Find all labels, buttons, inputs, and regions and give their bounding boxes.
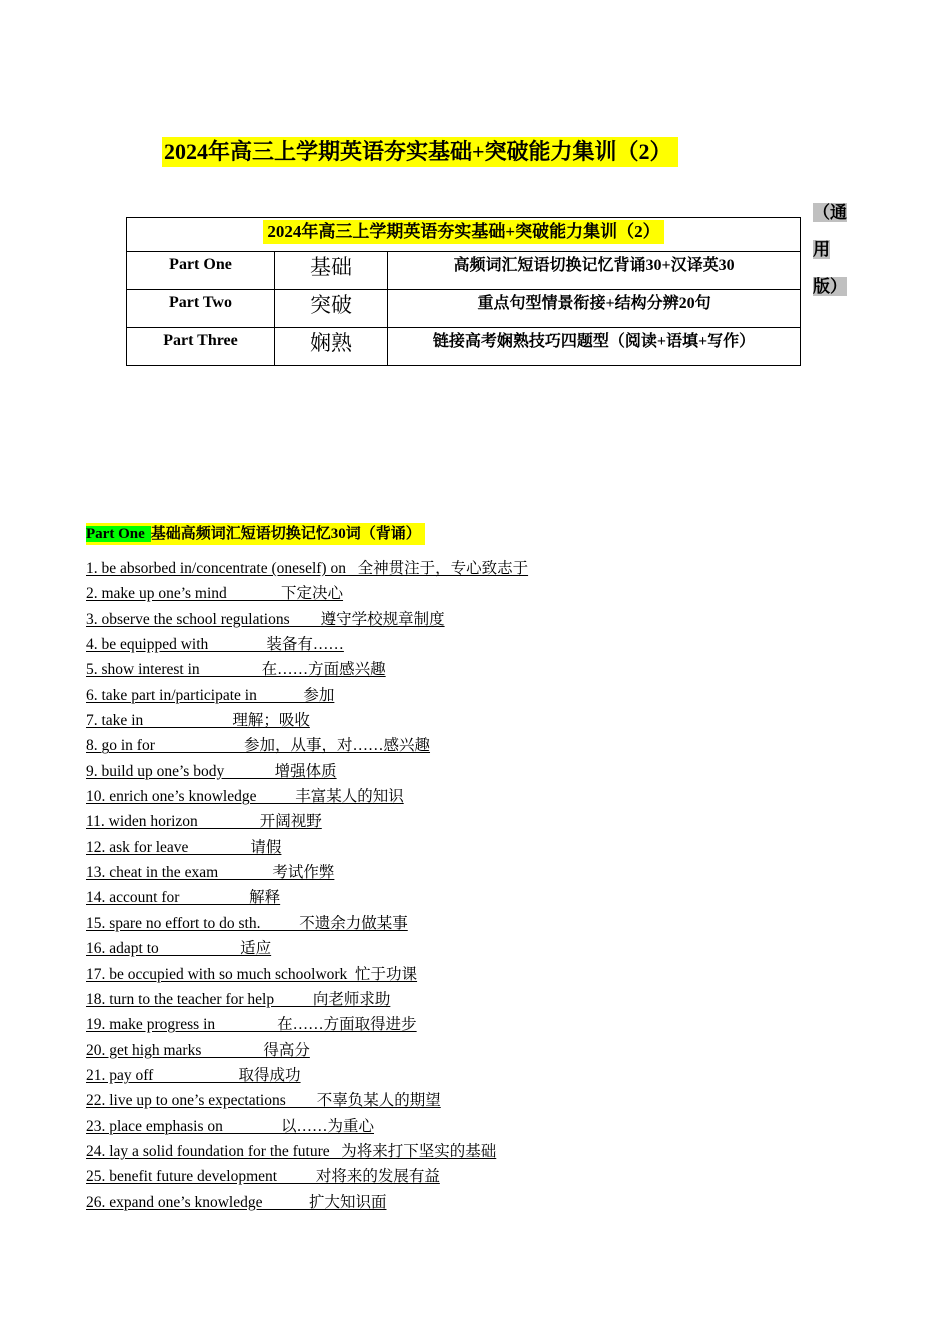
list-item <box>86 684 528 709</box>
vocab-entry: 18. turn to the teacher for help 向老师求助 <box>86 990 391 1008</box>
vocab-entry: 21. pay off 取得成功 <box>86 1066 301 1084</box>
side-note-line: 版） <box>813 277 847 296</box>
part-description: 重点句型情景衔接+结构分辨20句 <box>388 290 801 328</box>
side-note-line: （通 <box>813 203 847 222</box>
vocab-entry: 6. take part in/participate in 参加 <box>86 686 335 704</box>
list-item <box>86 1115 528 1140</box>
vocab-list <box>86 557 528 1216</box>
side-note-line: 用 <box>813 240 830 259</box>
part-name: Part One <box>127 252 275 290</box>
vocab-entry: 10. enrich one’s knowledge 丰富某人的知识 <box>86 788 404 806</box>
part-label: 娴熟 <box>275 328 388 366</box>
list-item <box>86 861 528 886</box>
section-title: 基础高频词汇短语切换记忆30词（背诵） <box>150 526 421 542</box>
list-item <box>86 988 528 1013</box>
part-name: Part Three <box>127 328 275 366</box>
table-header: 2024年高三上学期英语夯实基础+突破能力集训（2） <box>263 220 663 244</box>
part-label: 突破 <box>275 290 388 328</box>
section-heading <box>86 523 425 545</box>
part-description: 链接高考娴熟技巧四题型（阅读+语填+写作） <box>388 328 801 366</box>
list-item <box>86 1191 528 1216</box>
list-item <box>86 1140 528 1165</box>
vocab-entry: 14. account for 解释 <box>86 889 281 907</box>
vocab-entry: 25. benefit future development 对将来的发展有益 <box>86 1168 440 1186</box>
vocab-entry: 12. ask for leave 请假 <box>86 838 282 856</box>
vocab-entry: 7. take in 理解；吸收 <box>86 712 310 730</box>
vocab-entry: 26. expand one’s knowledge 扩大知识面 <box>86 1193 387 1211</box>
list-item <box>86 608 528 633</box>
vocab-entry: 4. be equipped with 装备有…… <box>86 636 344 654</box>
vocab-entry: 16. adapt to 适应 <box>86 940 272 958</box>
list-item <box>86 709 528 734</box>
list-item <box>86 912 528 937</box>
part-description: 高频词汇短语切换记忆背诵30+汉译英30 <box>388 252 801 290</box>
list-item <box>86 1089 528 1114</box>
part-name: Part Two <box>127 290 275 328</box>
vocab-entry: 15. spare no effort to do sth. 不遗余力做某事 <box>86 914 408 932</box>
vocab-entry: 23. place emphasis on 以……为重心 <box>86 1117 375 1135</box>
document-title: 2024年高三上学期英语夯实基础+突破能力集训（2） <box>162 137 678 167</box>
table-header-cell <box>127 218 801 252</box>
vocab-entry: 13. cheat in the exam 考试作弊 <box>86 864 335 882</box>
overview-table <box>126 217 801 366</box>
list-item <box>86 963 528 988</box>
list-item <box>86 785 528 810</box>
list-item <box>86 1064 528 1089</box>
table-row <box>127 252 801 290</box>
vocab-entry: 11. widen horizon 开阔视野 <box>86 813 322 831</box>
list-item <box>86 633 528 658</box>
list-item <box>86 810 528 835</box>
table-row <box>127 328 801 366</box>
table-row <box>127 290 801 328</box>
list-item <box>86 836 528 861</box>
list-item <box>86 760 528 785</box>
side-note <box>813 194 853 305</box>
list-item <box>86 658 528 683</box>
vocab-entry: 3. observe the school regulations 遵守学校规章制度 <box>86 610 445 628</box>
list-item <box>86 1039 528 1064</box>
vocab-entry: 8. go in for 参加，从事，对……感兴趣 <box>86 737 431 755</box>
list-item <box>86 937 528 962</box>
vocab-entry: 22. live up to one’s expectations 不辜负某人的期望 <box>86 1092 441 1110</box>
vocab-entry: 17. be occupied with so much schoolwork 忙于功课 <box>86 965 418 983</box>
vocab-entry: 19. make progress in 在……方面取得进步 <box>86 1016 417 1034</box>
list-item <box>86 557 528 582</box>
list-item <box>86 1165 528 1190</box>
list-item <box>86 734 528 759</box>
vocab-entry: 5. show interest in 在……方面感兴趣 <box>86 661 386 679</box>
vocab-entry: 24. lay a solid foundation for the future 为将来打下坚实的基础 <box>86 1142 497 1160</box>
part-label: 基础 <box>275 252 388 290</box>
vocab-entry: 2. make up one’s mind 下定决心 <box>86 585 344 603</box>
vocab-entry: 9. build up one’s body 增强体质 <box>86 762 337 780</box>
vocab-entry: 20. get high marks 得高分 <box>86 1041 310 1059</box>
vocab-entry: 1. be absorbed in/concentrate (oneself) on 全神贯注于，专心致志于 <box>86 560 529 577</box>
list-item <box>86 582 528 607</box>
list-item <box>86 886 528 911</box>
section-part: Part One <box>86 526 151 542</box>
list-item <box>86 1013 528 1038</box>
